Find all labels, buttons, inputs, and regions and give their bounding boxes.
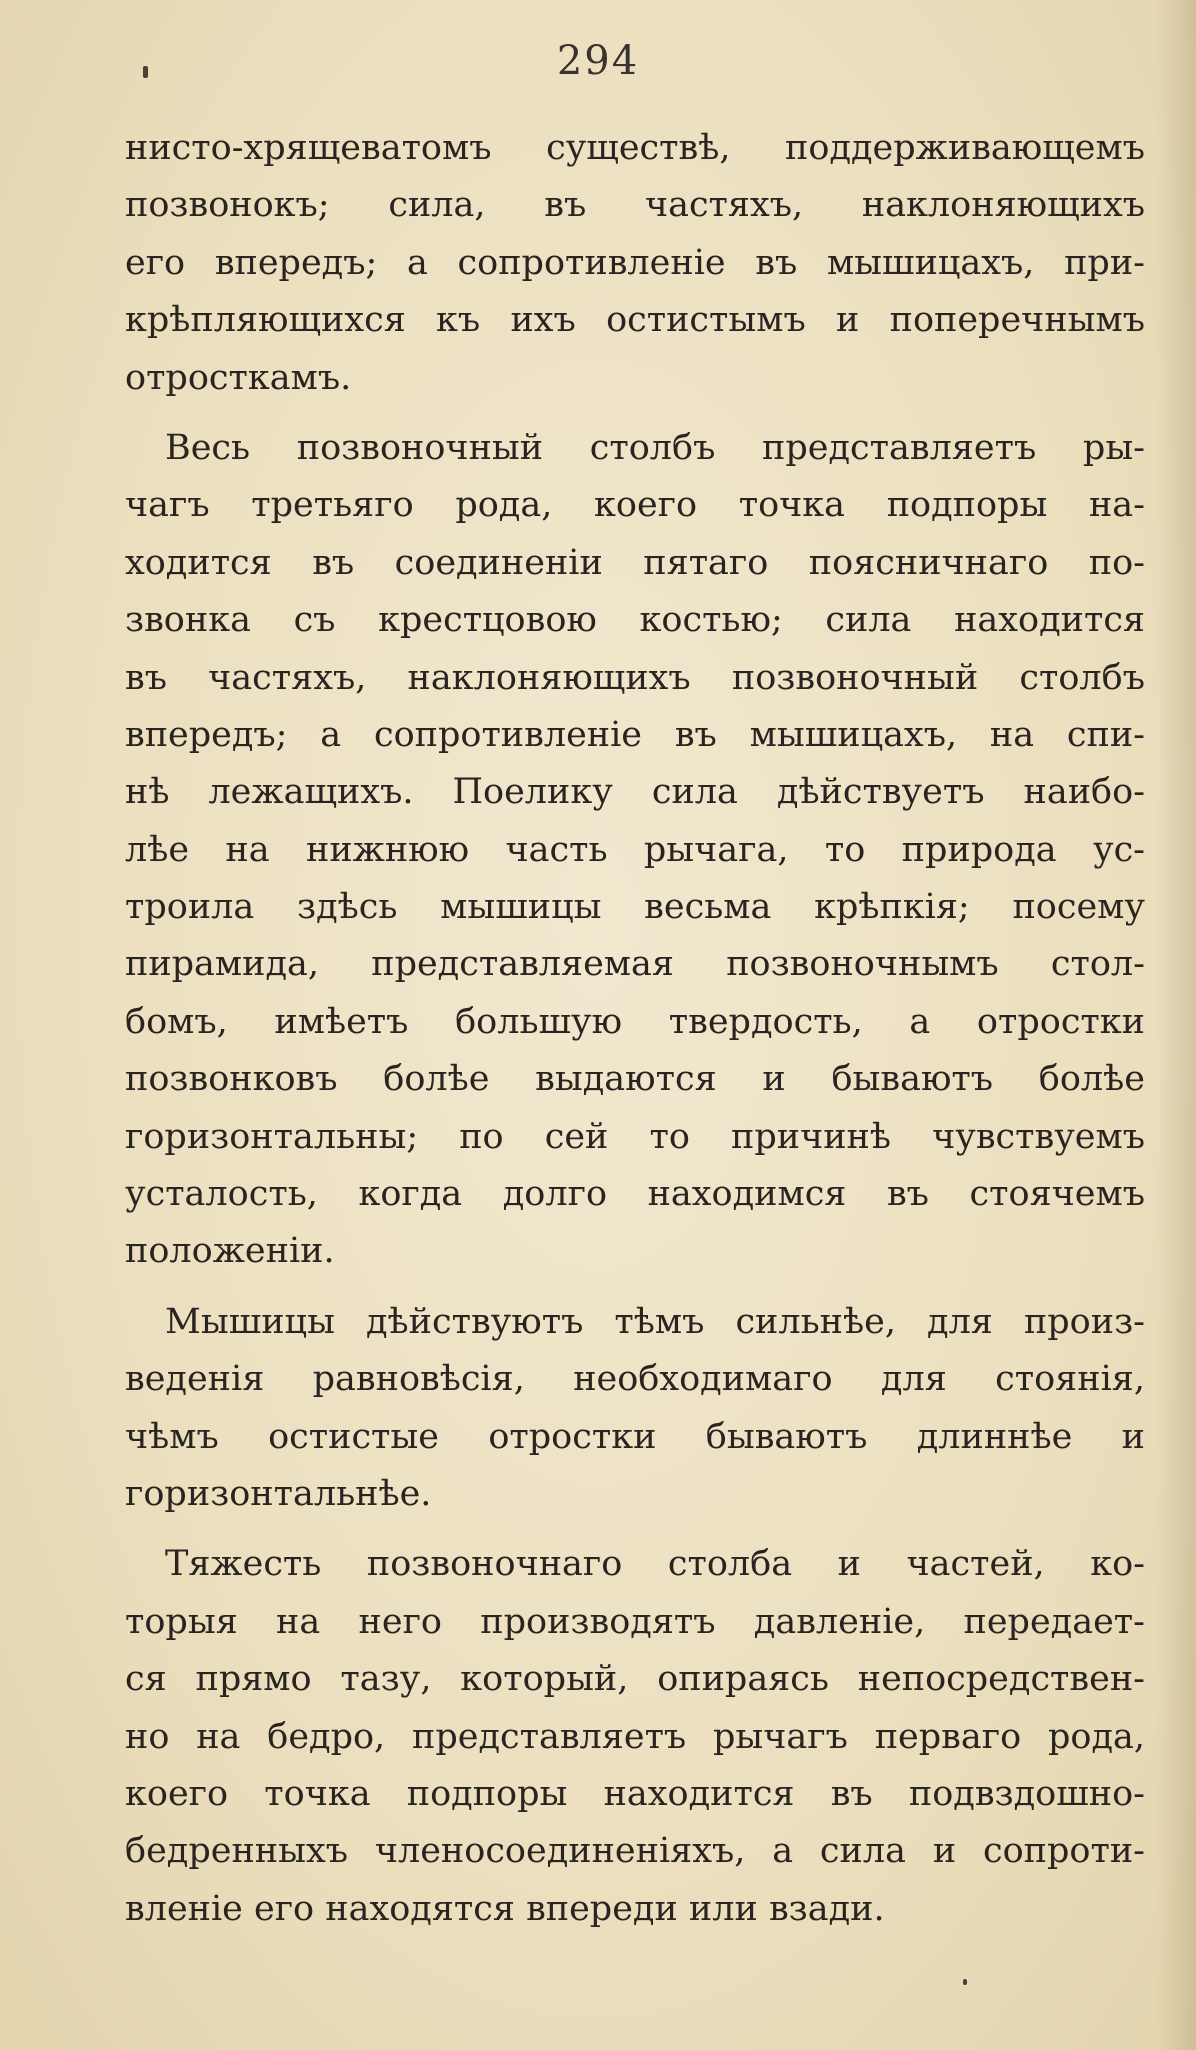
text-line: горизонтальны; по сей то причинѣ чувствуемъ	[125, 1116, 1145, 1157]
text-line: позвонковъ болѣе выдаются и бываютъ болѣе	[125, 1059, 1145, 1100]
text-line: ся прямо тазу, который, опираясь непосредствен-	[125, 1659, 1145, 1700]
ink-speck	[963, 1979, 967, 1985]
page-number: 294	[556, 38, 640, 84]
text-line: позвонокъ; сила, въ частяхъ, наклоняющихъ	[125, 185, 1145, 226]
text-line: бомъ, имѣетъ большую твердость, а отростки	[125, 1001, 1145, 1042]
text-line: веденія равновѣсія, необходимаго для стоянія,	[125, 1359, 1145, 1400]
text-line: Мышицы дѣйствуютъ тѣмъ сильнѣе, для произ-	[165, 1301, 1145, 1342]
text-line: отросткамъ.	[125, 357, 352, 398]
text-line: нисто-хрящеватомъ существѣ, поддерживающемъ	[125, 128, 1145, 168]
text-line: впередъ; а сопротивленіе въ мышицахъ, на спи-	[125, 714, 1145, 755]
text-line: крѣпляющихся къ ихъ остистымъ и поперечнымъ	[125, 300, 1145, 341]
text-line: чѣмъ остистые отростки бываютъ длиннѣе и	[125, 1416, 1145, 1457]
text-line: его впередъ; а сопротивленіе въ мышицахъ, при-	[125, 242, 1145, 283]
page-body-text	[125, 120, 1145, 1938]
text-line: но на бедро, представляетъ рычагъ перваго рода,	[125, 1716, 1145, 1757]
text-line: усталость, когда долго находимся въ стоячемъ	[125, 1174, 1145, 1215]
text-line: чагъ третьяго рода, коего точка подпоры на-	[125, 485, 1145, 526]
text-line: троила здѣсь мышицы весьма крѣпкія; посему	[125, 887, 1145, 928]
paragraph	[125, 120, 1145, 407]
text-line: лѣе на нижнюю часть рычага, то природа ус-	[125, 829, 1145, 870]
paragraph	[125, 1536, 1145, 1938]
text-line: Тяжесть позвоночнаго столба и частей, ко-	[165, 1544, 1145, 1585]
text-line: бедренныхъ членосоединеніяхъ, а сила и сопроти-	[125, 1831, 1145, 1872]
text-line: звонка съ крестцовою костью; сила находится	[125, 600, 1145, 641]
text-line: вленіе его находятся впереди или взади.	[125, 1888, 885, 1929]
text-line: Весь позвоночный столбъ представляетъ ры-	[165, 427, 1145, 468]
paragraph	[125, 1294, 1145, 1524]
text-line: коего точка подпоры находится въ подвздошно-	[125, 1773, 1145, 1814]
text-line: въ частяхъ, наклоняющихъ позвоночный столбъ	[125, 657, 1145, 698]
text-line: нѣ лежащихъ. Поелику сила дѣйствуетъ наибо-	[125, 772, 1145, 813]
text-line: горизонтальнѣе.	[125, 1473, 432, 1514]
text-line: пирамида, представляемая позвоночнымъ стол-	[125, 944, 1145, 985]
text-line: положеніи.	[125, 1231, 335, 1272]
paragraph	[125, 420, 1145, 1281]
text-line: торыя на него производятъ давленіе, передает-	[125, 1601, 1145, 1642]
page-edge-shadow	[1156, 0, 1196, 2050]
text-line: ходится въ соединеніи пятаго поясничнаго по-	[125, 542, 1145, 583]
